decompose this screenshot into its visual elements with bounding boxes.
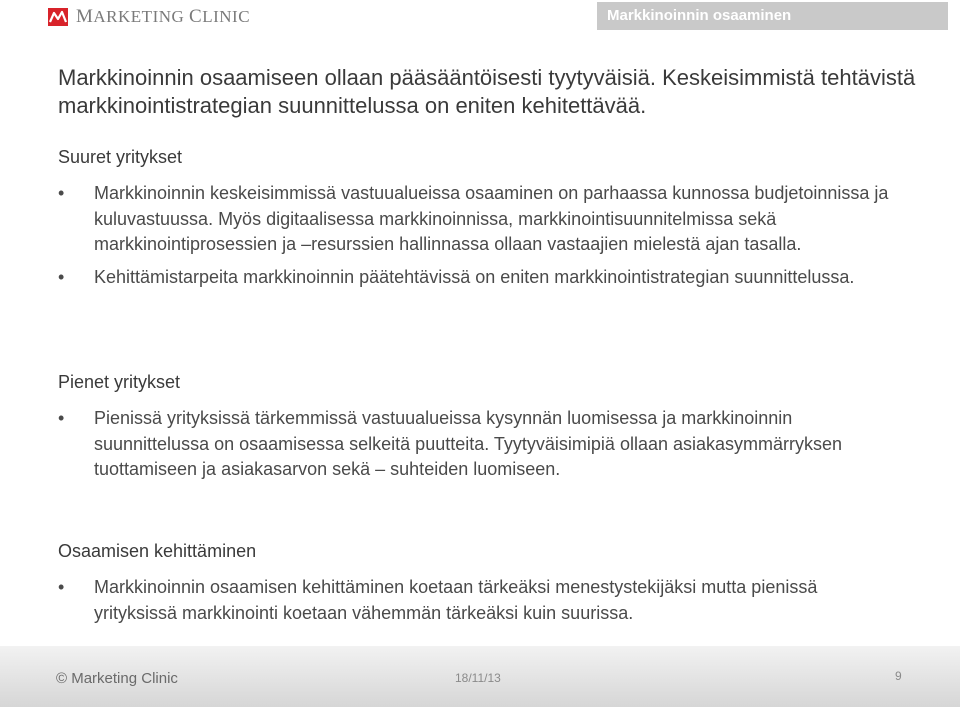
bullet-item — [58, 181, 898, 258]
page-number: 9 — [895, 669, 902, 683]
logo-text: MARKETING CLINIC — [76, 6, 251, 27]
bullet-icon: • — [58, 577, 65, 597]
footer — [0, 646, 960, 707]
bullet-item — [58, 406, 898, 483]
footer-date: 18/11/13 — [455, 671, 501, 685]
bullet-text: Kehittämistarpeita markkinoinnin päätehtävissä on eniten markkinointistrategian suunnittelussa. — [94, 266, 855, 287]
section-competence-development — [58, 539, 898, 633]
section-title-tab: Markkinoinnin osaaminen — [597, 2, 948, 30]
bullet-text: Pienissä yrityksissä tärkemmissä vastuualueissa kysynnän luomisessa ja markkinoinnin suunnittelussa on osaamisessa selkeitä puutteita. Tyytyväisimipiä ollaan asiakasymmärryksen tuottamiseen ja asiakasarvon sekä – suhteiden luomiseen. — [94, 408, 843, 479]
section-title: Pienet yritykset — [58, 372, 181, 392]
slide-headline: Markkinoinnin osaamiseen ollaan pääsääntöisesti tyytyväisiä. Keskeisimmistä tehtävistä markkinointistrategian suunnittelussa on eniten kehitettävää. — [58, 65, 916, 118]
bullet-icon: • — [58, 408, 65, 428]
section-title: Suuret yritykset — [58, 147, 183, 167]
section-small-companies — [58, 370, 898, 490]
marketing-clinic-logo-icon — [48, 8, 68, 26]
bullet-text: Markkinoinnin keskeisimmissä vastuualueissa osaaminen on parhaassa kunnossa budjetoinnissa ja kuluvastuussa. Myös digitaalisessa markkinoinnissa, markkinointisuunnitelmissa sekä markkinointiprosessien ja –resurssien hallinnassa ollaan vastaajien mielestä ajan tasalla. — [94, 183, 889, 254]
bullet-item — [58, 265, 898, 291]
bullet-list — [58, 575, 898, 626]
bullet-icon: • — [58, 183, 65, 203]
section-large-companies — [58, 145, 898, 297]
bullet-icon: • — [58, 266, 65, 287]
bullet-list — [58, 181, 898, 290]
logo — [48, 6, 250, 28]
bullet-item — [58, 575, 898, 626]
footer-copyright: © Marketing Clinic — [56, 670, 178, 687]
bullet-list — [58, 406, 898, 483]
section-title: Osaamisen kehittäminen — [58, 541, 257, 561]
bullet-text: Markkinoinnin osaamisen kehittäminen koetaan tärkeäksi menestystekijäksi mutta pienissä yrityksissä markkinointi koetaan vähemmän tärkeäksi kuin suurissa. — [94, 577, 818, 623]
